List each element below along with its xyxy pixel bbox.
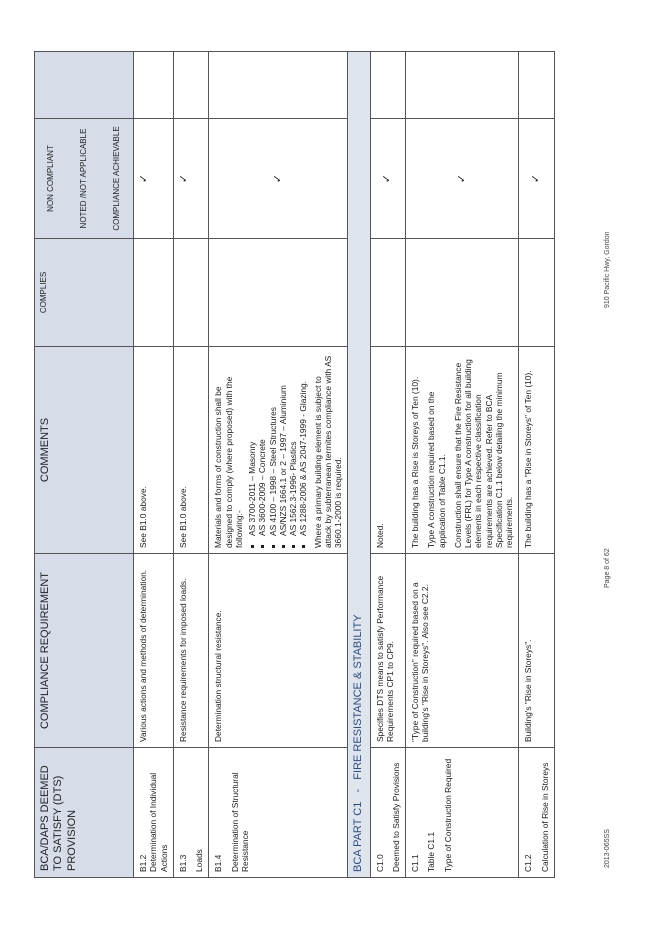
row-code: B1.2 [138, 854, 148, 872]
requirement-cell: Resistance requirements for imposed loads. [173, 554, 209, 748]
header-noted: NOTED /NOT APPLICABLE [79, 128, 89, 229]
check-mark-icon: ✓ [209, 119, 348, 239]
check-mark-icon: ✓ [519, 119, 555, 239]
row-title: Deemed to Satisfy Provisions [390, 762, 401, 872]
comment-cell: Noted. [370, 347, 406, 554]
row-code: B1.3 [177, 854, 188, 872]
complies-cell [134, 239, 174, 347]
header-spacer [35, 52, 134, 119]
requirement-cell: Specifies DTS means to satisfy Performance Requirements CP1 to CP9. [370, 554, 406, 748]
comment-line: The building has a Rise is Storeys of Ten (10). [410, 376, 421, 548]
provision-cell [134, 748, 174, 878]
footer-left: 2013-065SS [604, 829, 611, 868]
list-item: ▪ AS 1562.3-1996- Plastics [288, 352, 298, 536]
row-table-ref: Table C1.1 [426, 831, 437, 872]
footer-page-number: Page 8 of 62 [604, 548, 611, 588]
table-row [370, 52, 406, 878]
comment-cell: The building has a "Rise in Storeys" of Ten (10). [519, 347, 555, 554]
header-complies: COMPLIES [35, 239, 134, 347]
check-mark-icon: ✓ [134, 119, 174, 239]
header-row [35, 52, 134, 878]
provision-cell [370, 748, 406, 878]
requirement-cell: Building's "Rise in Storeys". [519, 554, 555, 748]
row-title: Determination of Structural Resistance [229, 772, 250, 872]
row-title: Type of Construction Required [442, 758, 453, 872]
check-mark-icon: ✓ [406, 119, 519, 239]
table-row [209, 52, 348, 878]
comment-intro: Materials and forms of construction shall be designed to comply (where proposed) with the following:- [213, 376, 244, 548]
complies-cell [209, 239, 348, 347]
table-row [173, 52, 209, 878]
complies-cell [370, 239, 406, 347]
table-row [134, 52, 174, 878]
check-mark-icon: ✓ [370, 119, 406, 239]
requirement-cell: "Type of Construction" required based on a building's "Rise in Storeys". Also see C2.2. [406, 554, 519, 748]
section-heading: BCA PART C1 - FIRE RESISTANCE & STABILITY [348, 52, 370, 878]
empty-cell [134, 52, 174, 119]
list-item: ▪ AS/NZS 1664.1 or 2 – 1997 – Aluminium [278, 352, 288, 536]
section-row [348, 52, 370, 878]
row-code: C1.2 [523, 854, 534, 872]
empty-cell [209, 52, 348, 119]
footer-address: 910 Pacific Hwy, Gordon [604, 231, 611, 308]
row-title: Determination of Individual Actions [148, 772, 169, 872]
provision-cell [173, 748, 209, 878]
row-title: Loads [194, 849, 204, 872]
complies-cell [406, 239, 519, 347]
list-item: ▪ AS 3700-2011 – Masonry [247, 352, 257, 536]
header-provision: BCA/DAPS DEEMED TO SATISFY (DTS) PROVISION [35, 748, 134, 878]
header-non-compliant: NON COMPLIANT [46, 145, 56, 212]
provision-cell [209, 748, 348, 878]
list-item: ▪ AS 3600-2009 – Concrete [257, 352, 267, 536]
comment-cell: See B1.0 above. [173, 347, 209, 554]
list-item: ▪ AS 4100 – 1998 – Steel Structures [268, 352, 278, 536]
requirement-cell: Various actions and methods of determination. [134, 554, 174, 748]
comment-line: Construction shall ensure that the Fire Resistance Levels (FRL) for Type A construction for all building elements in each respective classification requirements are achieved. Refer to BCA Specification C1.1 below detailing the minimum requirements. [452, 359, 515, 548]
comment-cell [406, 347, 519, 554]
empty-cell [173, 52, 209, 119]
table-row [406, 52, 519, 878]
row-code: B1.4 [213, 854, 224, 872]
comment-line: Type A construction required based on the application of Table C1.1. [426, 391, 447, 548]
requirement-cell: Determination structural resistance. [209, 554, 348, 748]
header-achievable: COMPLIANCE ACHIEVABLE [111, 126, 121, 231]
compliance-table [34, 51, 555, 878]
standards-list [247, 352, 309, 548]
complies-cell [173, 239, 209, 347]
complies-cell [519, 239, 555, 347]
row-code: C1.0 [374, 854, 385, 872]
empty-cell [370, 52, 406, 119]
row-code: C1.1 [410, 854, 421, 872]
empty-cell [519, 52, 555, 119]
header-comments: COMMENTS [35, 347, 134, 554]
provision-cell [519, 748, 555, 878]
comment-cell [209, 347, 348, 554]
list-item: ▪ AS 1288-2006 & AS 2047-1999 - Glazing. [298, 352, 308, 536]
row-title: Calculation of Rise in Storeys [539, 762, 550, 872]
provision-cell [406, 748, 519, 878]
header-requirement: COMPLIANCE REQUIREMENT [35, 554, 134, 748]
comment-note: Where a primary building element is subject to attack by subterranean termites compliance with AS 3660.1-2000 is required. [312, 355, 343, 548]
table-row [519, 52, 555, 878]
empty-cell [406, 52, 519, 119]
header-compliance-group [35, 119, 134, 239]
comment-cell: See B1.0 above. [134, 347, 174, 554]
check-mark-icon: ✓ [173, 119, 209, 239]
